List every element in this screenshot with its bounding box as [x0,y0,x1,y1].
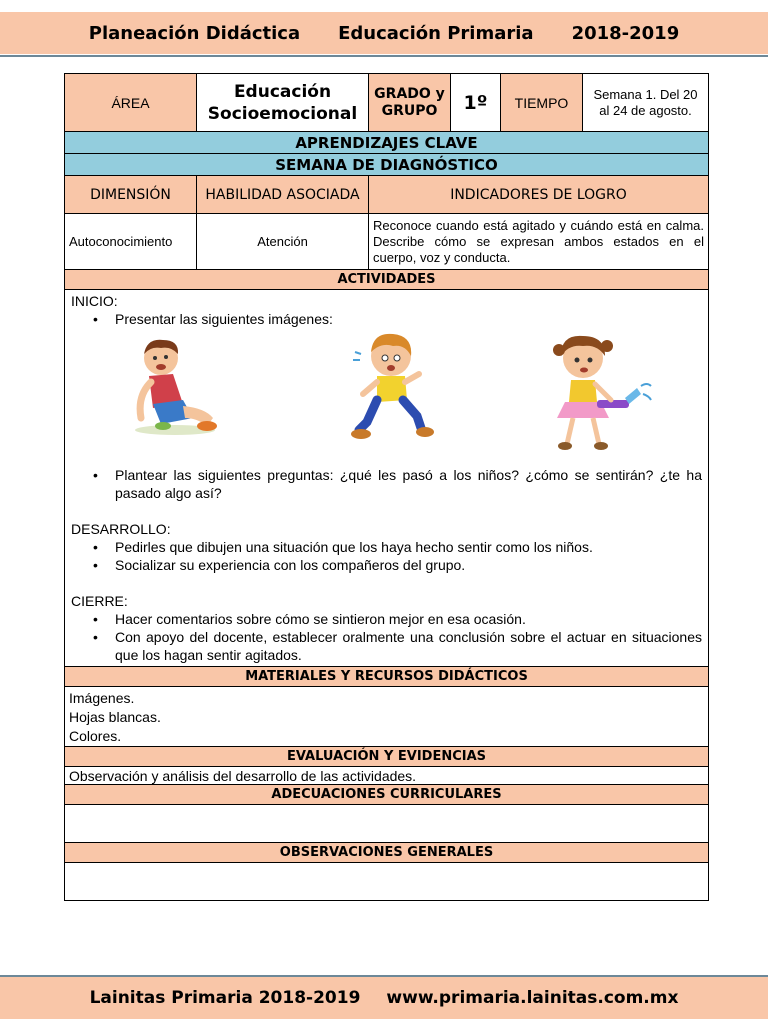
material-item: Hojas blancas. [69,709,161,725]
cierre-item: • Con apoyo del docente, establecer oralmente una conclusión sobre el actuar en situaciones que los hagan sentir agitados. [71,628,702,664]
general-observations-value [65,863,709,901]
illustrations [71,328,702,466]
inicio-item: • Plantear las siguientes preguntas: ¿qué les pasó a los niños? ¿cómo se sentirán? ¿te ha pasado algo así? [71,466,702,502]
header-year: 2018-2019 [571,22,680,44]
spilled-water-girl-illustration [537,328,655,454]
cierre-label: CIERRE: [71,593,128,609]
materials-heading: MATERIALES Y RECURSOS DIDÁCTICOS [65,667,709,687]
activities-content [65,290,709,667]
lesson-plan-table [64,73,709,901]
inicio-item: • Presentar las siguientes imágenes: [71,310,702,328]
inicio-label: INICIO: [71,293,118,309]
skill-value: Atención [197,214,369,270]
area-label: ÁREA [65,74,197,132]
desarrollo-item: • Pedirles que dibujen una situación que los haya hecho sentir como los niños. [71,538,702,556]
grade-value: 1º [451,74,501,132]
running-boy-illustration [347,330,437,446]
subject-name: Educación Socioemocional [197,74,369,132]
hurt-boy-illustration [127,334,227,438]
time-label: TIEMPO [501,74,583,132]
cierre-item: • Hacer comentarios sobre cómo se sintieron mejor en esa ocasión. [71,610,702,628]
curricular-adaptations-heading: ADECUACIONES CURRICULARES [65,785,709,805]
general-observations-heading: OBSERVACIONES GENERALES [65,843,709,863]
dimension-value: Autoconocimiento [65,214,197,270]
curricular-adaptations-value [65,805,709,843]
footer-url[interactable]: www.primaria.lainitas.com.mx [386,988,679,1008]
indicator-value: Reconoce cuando está agitado y cuándo está en calma. Describe cómo se expresan ambos estados en el cuerpo, voz y conducta. [369,214,709,270]
grade-group-label: GRADO y GRUPO [369,74,451,132]
desarrollo-item: • Socializar su experiencia con los compañeros del grupo. [71,556,702,574]
footer-band [0,977,768,1019]
header-title: Planeación Didáctica [88,22,301,44]
material-item: Colores. [69,728,122,744]
footer-brand: Lainitas Primaria 2018-2019 [89,988,361,1008]
evaluation-heading: EVALUACIÓN Y EVIDENCIAS [65,747,709,767]
dimension-header: DIMENSIÓN [65,176,197,214]
time-value: Semana 1. Del 20 al 24 de agosto. [583,74,709,132]
skill-header: HABILIDAD ASOCIADA [197,176,369,214]
header-divider [0,55,768,57]
header-level: Educación Primaria [338,22,534,44]
header-band [0,12,768,54]
indicators-header: INDICADORES DE LOGRO [369,176,709,214]
materials-content [65,687,709,747]
evaluation-value: Observación y análisis del desarrollo de las actividades. [65,767,709,785]
key-learning-heading: APRENDIZAJES CLAVE [65,132,709,154]
desarrollo-label: DESARROLLO: [71,521,171,537]
activities-heading: ACTIVIDADES [65,270,709,290]
material-item: Imágenes. [69,690,135,706]
diagnostic-week-heading: SEMANA DE DIAGNÓSTICO [65,154,709,176]
